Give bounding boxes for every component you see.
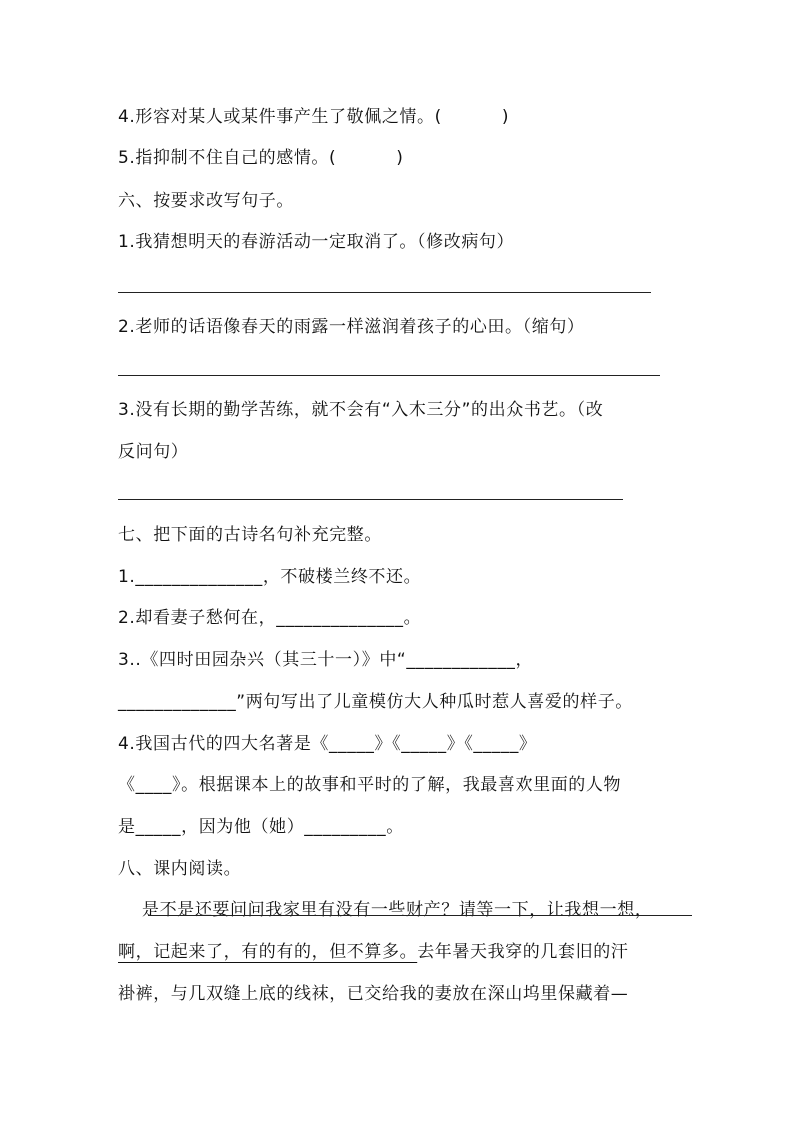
passage-underline-1 bbox=[148, 915, 692, 916]
section7-question-4-line2: 《____》。根据课本上的故事和平时的了解，我最喜欢里面的人物 bbox=[118, 775, 622, 795]
passage-line-2-rest: 去年暑天我穿的几套旧的汗 bbox=[417, 942, 629, 962]
answer-line-6-1[interactable] bbox=[118, 292, 651, 293]
section6-question-3-line1: 3.没有长期的勤学苦练，就不会有“入木三分”的出众书艺。（改 bbox=[118, 400, 604, 420]
section5-item4: 4.形容对某人或某件事产生了敬佩之情。( ) bbox=[118, 107, 510, 127]
section6-question-2: 2.老师的话语像春天的雨露一样滋润着孩子的心田。（缩句） bbox=[118, 317, 585, 337]
section7-title: 七、把下面的古诗名句补充完整。 bbox=[118, 525, 382, 545]
section7-question-4-line3: 是_____，因为他（她）_________。 bbox=[118, 817, 404, 837]
section7-question-3-line1: 3..《四时田园杂兴（其三十一）》中“____________， bbox=[118, 650, 534, 670]
answer-line-6-2[interactable] bbox=[118, 375, 660, 376]
section6-title: 六、按要求改写句子。 bbox=[118, 191, 294, 211]
section8-title: 八、课内阅读。 bbox=[118, 859, 242, 879]
section6-question-1: 1.我猜想明天的春游活动一定取消了。（修改病句） bbox=[118, 232, 515, 252]
section5-item5: 5.指抑制不住自己的感情。( ) bbox=[118, 148, 404, 168]
passage-line-1: 是不是还要问问我家里有没有一些财产？请等一下，让我想一想， bbox=[118, 900, 653, 920]
section7-question-2: 2.却看妻子愁何在，______________。 bbox=[118, 608, 422, 628]
section7-question-1: 1.______________，不破楼兰终不还。 bbox=[118, 567, 422, 587]
passage-underlined-phrase: 啊，记起来了，有的有的，但不算多。 bbox=[118, 942, 418, 962]
section7-question-3-line2: _____________”两句写出了儿童模仿大人种瓜时惹人喜爱的样子。 bbox=[118, 692, 633, 712]
section7-question-4-line1: 4.我国古代的四大名著是《_____》《_____》《_____》 bbox=[118, 734, 537, 754]
section6-question-3-line2: 反问句） bbox=[118, 442, 189, 462]
passage-line-3: 褂裤，与几双缝上底的线袜，已交给我的妻放在深山坞里保藏着— bbox=[118, 984, 629, 1004]
passage-line-2 bbox=[118, 941, 628, 963]
answer-line-6-3[interactable] bbox=[118, 499, 623, 500]
